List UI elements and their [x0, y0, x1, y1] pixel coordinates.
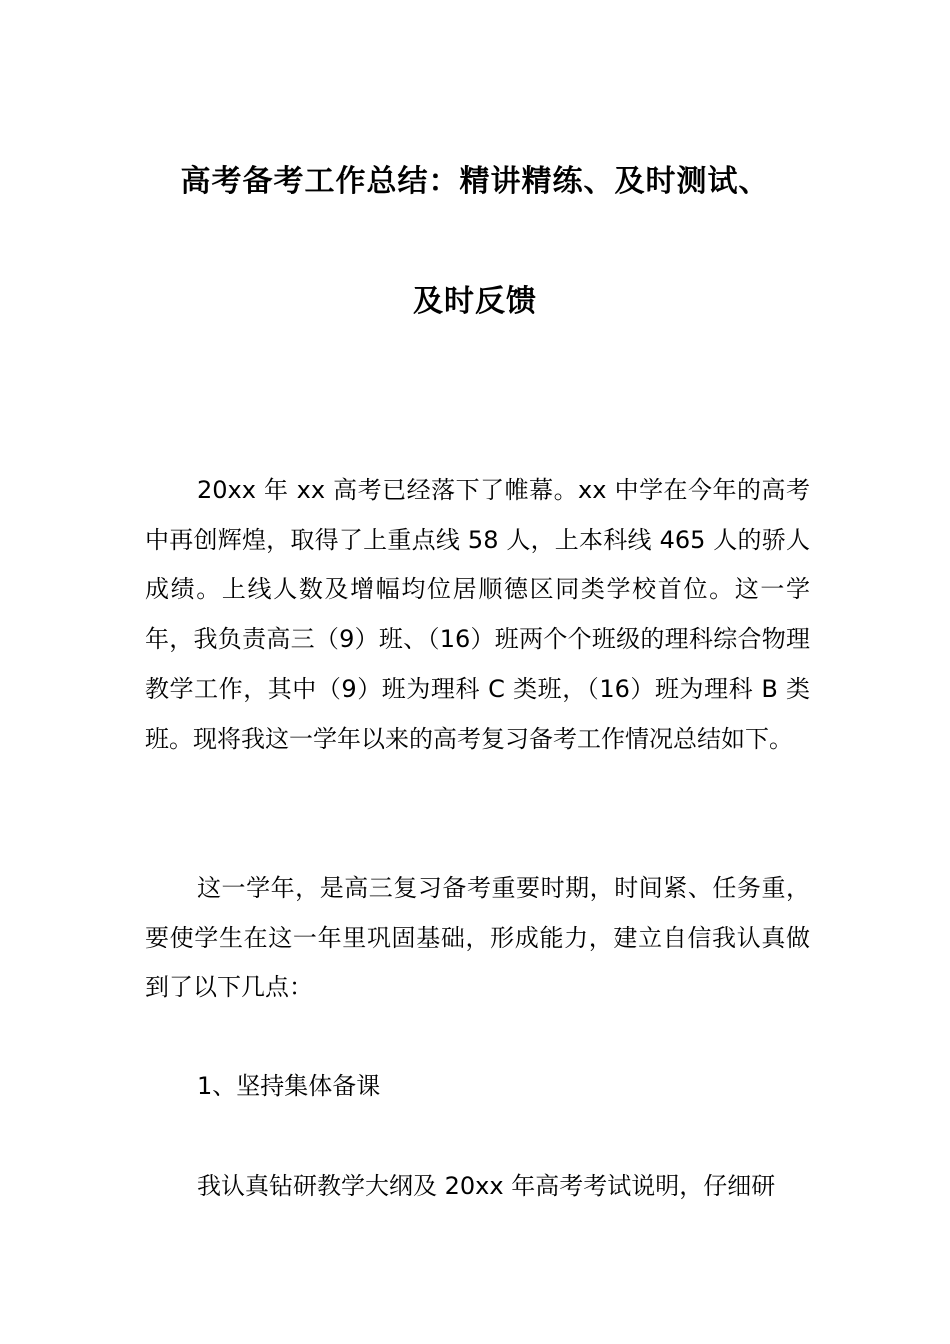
section-heading-collective-lesson-prep: 1、坚持集体备课 — [197, 1072, 381, 1100]
body-paragraph-section-1: 我认真钻研教学大纲及 20xx 年高考考试说明，仔细研 — [197, 1172, 776, 1200]
body-paragraph-summary: 这一学年，是高三复习备考重要时期，时间紧、任务重，要使学生在这一年里巩固基础，形成能力，建立自信我认真做到了以下几点： — [145, 874, 810, 1002]
document-title-line-2: 及时反馈 — [413, 284, 537, 319]
document-title-line-1: 高考备考工作总结：精讲精练、及时测试、 — [180, 164, 770, 199]
body-paragraph-intro: 20xx 年 xx 高考已经落下了帷幕。xx 中学在今年的高考中再创辉煌，取得了上重点线 58 人，上本科线 465 人的骄人成绩。上线人数及增幅均位居顺德区同类学校首位。这一学年，我负责高三（9）班、（16）班两个个班级的理科综合物理教学工作，其中（9）班为理科 C 类班，（16）班为理科 B 类班。现将我这一学年以来的高考复习备考工作情况总结如下。 — [145, 476, 810, 753]
